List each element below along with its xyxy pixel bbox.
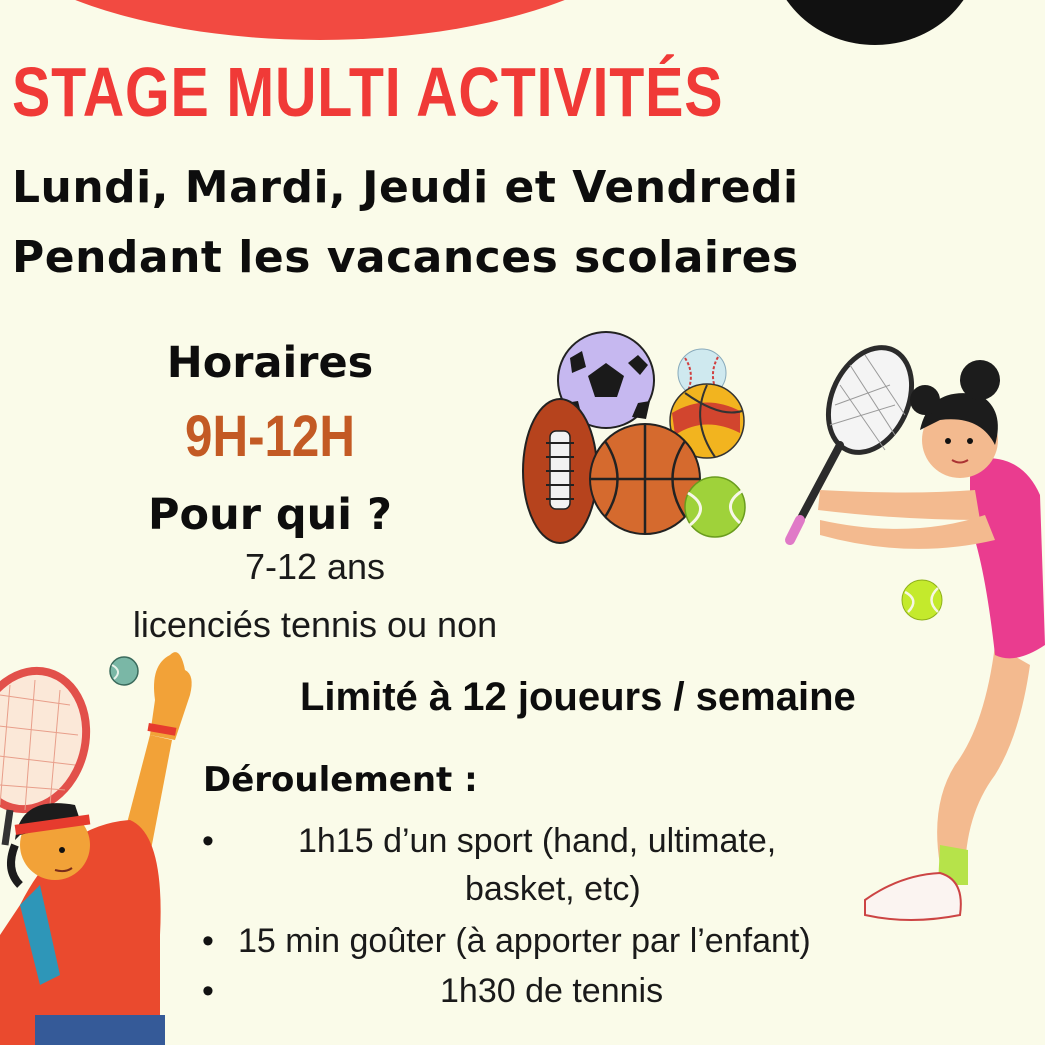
- days-line: Lundi, Mardi, Jeudi et Vendredi: [12, 162, 799, 213]
- program-item-2: 15 min goûter (à apporter par l’enfant): [238, 922, 811, 960]
- tennis-ball-icon: [685, 477, 745, 537]
- black-circle-decoration: [770, 0, 980, 45]
- basketball-icon: [590, 424, 700, 534]
- red-arc-decoration: [0, 0, 680, 40]
- tennis-ball-flying-icon: [900, 578, 945, 623]
- schedule-label: Horaires: [166, 338, 374, 388]
- program-item-1: 1h15 d’un sport (hand, ultimate,: [298, 822, 777, 860]
- player-limit: Limité à 12 joueurs / semaine: [300, 675, 856, 719]
- period-line: Pendant les vacances scolaires: [12, 232, 799, 283]
- rugby-ball-icon: [523, 399, 597, 543]
- bullet-3: •: [202, 972, 214, 1010]
- age-range: 7-12 ans: [244, 546, 386, 587]
- program-item-3: 1h30 de tennis: [440, 972, 664, 1010]
- schedule-hours: 9H-12H: [185, 404, 355, 469]
- bullet-1: •: [202, 822, 214, 860]
- tennis-player-male-illustration: [0, 645, 200, 1045]
- program-label: Déroulement :: [203, 760, 478, 800]
- program-item-1-continued: basket, etc): [465, 870, 641, 908]
- tennis-player-female-illustration: [780, 345, 1045, 935]
- poster-title: STAGE MULTI ACTIVITÉS: [12, 53, 724, 131]
- sports-balls-illustration: [520, 333, 750, 548]
- audience-label: Pour qui ?: [148, 490, 392, 540]
- licence-text: licenciés tennis ou non: [132, 604, 498, 645]
- bullet-2: •: [202, 922, 214, 960]
